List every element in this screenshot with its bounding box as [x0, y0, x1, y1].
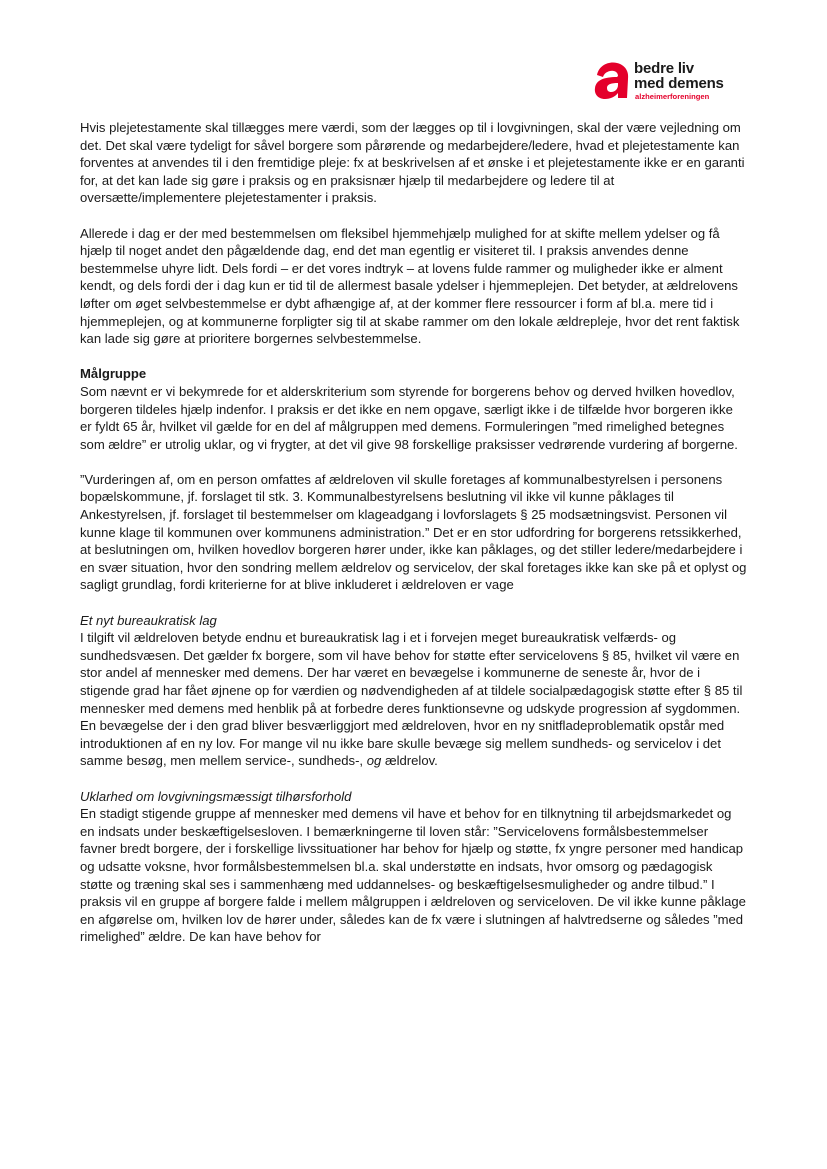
logo	[593, 60, 743, 104]
heading-malgruppe: Målgruppe	[80, 366, 147, 382]
logo-text-line-1: bedre liv	[634, 60, 694, 77]
alzheimer-logo-icon	[593, 60, 631, 100]
emphasis-og: og	[366, 753, 382, 769]
paragraph-uklarhed: En stadigt stigende gruppe af mennesker med demens vil have et behov for en tilknytning til arbejdsmarkedet og en indsats under beskæftigelsesloven. I bemærkningerne til loven står: ”Servicelovens formålsbestemmelser favner bredt borgere, der i forskellige livssituationer har behov for hjælp og støtte, fx yngre personer med handicap og udsatte voksne, hvor formålsbestemmelsen bl.a. skal understøtte en indsats, hvor omsorg og pædagogisk støtte og træning skal ses i sammenhæng med uddannelses- og beskæftigelsesmuligheder og andre tilbud.” I praksis vil en gruppe af borgere falde i mellem målgruppen i ældreloven og serviceloven. De vil ikke kunne påklage en afgørelse om, hvilken lov de hører under, således kan de fx være i slutningen af halvtredserne og således ”med rimelighed” ældre. De kan have behov for	[80, 806, 746, 945]
paragraph-plejetestamente: Hvis plejetestamente skal tillægges mere værdi, som der lægges op til i lovgivningen, skal der være vejledning om det. Det skal være tydeligt for såvel borgere som pårørende og medarbejdere/ledere, hvad et plejetestamente kan forventes at anvendes til i den fremtidige pleje: fx at beskrivelsen af et ønske i et plejetestamente ikke er en garanti for, at det kan lade sig gøre i praksis og en praksisnær hjælp til medarbejdere og ledere til at oversætte/implementere plejetestamenter i praksis.	[80, 120, 745, 206]
logo-text-line-2: med demens	[634, 75, 724, 92]
heading-bureaukratisk-lag: Et nyt bureaukratisk lag	[80, 612, 217, 628]
paragraph-bureaukratisk-text: I tilgift vil ældreloven betyde endnu et bureaukratisk lag i et i forvejen meget bureaukratisk velfærds- og sundhedsvæsen. Det gælder fx borgere, som vil have behov for støtte efter servicelovens § 85, hvilket vil være en stor andel af mennesker med demens. Der har været en bevægelse i kommunerne de seneste år, hvor de i stigende grad har fået øjnene op for værdien og nødvendigheden af at tildele socialpædagogisk støtte efter § 85 til mennesker med demens med henblik på at forbedre deres funktionsevne og udskyde progression af sygdommen. En bevægelse der i den grad bliver besværliggjort med ældreloven, hvor en ny snitfladeproblematik opstår med introduktionen af en ny lov. For mange vil nu ikke bare skulle bevæge sig mellem sundheds- og servicelov i det samme besøg, men mellem service-, sundheds-,	[80, 630, 743, 769]
paragraph-bureaukratisk-lag	[80, 629, 748, 770]
paragraph-alderskriterium: Som nævnt er vi bekymrede for et alderskriterium som styrende for borgerens behov og derved hvilken hovedlov, borgeren tildeles hjælp indenfor. I praksis er det ikke en nem opgave, særligt ikke i de tilfælde hvor borgeren ikke er fyldt 65 år, hvilket vil gælde for en del af målgruppen med demens. Formuleringen ”med rimelighed betegnes som ældre” er utrolig uklar, og vi frygter, at det vil give 98 forskellige praksisser vedrørende vurdering af borgerne.	[80, 383, 738, 452]
paragraph-fleksibel-hjemmehjaelp: Allerede i dag er der med bestemmelsen om fleksibel hjemmehjælp mulighed for at skifte mellem ydelser og få hjælp til noget andet den pågældende dag, end det man egentlig er visiteret til. I praksis anvendes denne bestemmelse uhyre lidt. Dels fordi – er det vores indtryk – at lovens fulde rammer og muligheder ikke er alment kendt, og dels fordi der i dag kun er tid til de allermest basale ydelser i hjemmeplejen. Det betyder, at ældrelovens løfter om øget selvbestemmelse er dybt afhængige af, at der kommer flere ressourcer i form af bl.a. mere tid i hjemmeplejen, og at kommunerne forpligter sig til at skabe rammer om den lokale ældrepleje, hvor det rent faktisk kan lade sig gøre at prioritere borgernes selvbestemmelse.	[80, 225, 740, 347]
document-body	[80, 119, 748, 964]
paragraph-bureaukratisk-end: ældrelov.	[384, 753, 438, 769]
logo-tagline: alzheimerforeningen	[635, 92, 710, 101]
paragraph-vurderingen: ”Vurderingen af, om en person omfattes af ældreloven vil skulle foretages af kommunalbestyrelsen i personens bopælskommune, jf. forslaget til stk. 3. Kommunalbestyrelsens beslutning vil ikke vil kunne påklages til Ankestyrelsen, jf. forslaget til bestemmelser om klageadgang i lovforslagets § 25 modsætningsvist. Personen vil kunne klage til kommunen over kommunens administration.” Det er en stor udfordring for borgerens retssikkerhed, at beslutningen om, hvilken hovedlov borgeren hører under, ikke kan påklages, og det stiller ledere/medarbejdere i en svær situation, hvor den sondring mellem ældrelov og servicelov, der skal foretages ikke kan ske på et oplyst og sagligt grundlag, fordi kriterierne for at blive inkluderet i ældreloven er vage	[80, 471, 747, 593]
heading-uklarhed: Uklarhed om lovgivningsmæssigt tilhørsforhold	[80, 788, 352, 804]
